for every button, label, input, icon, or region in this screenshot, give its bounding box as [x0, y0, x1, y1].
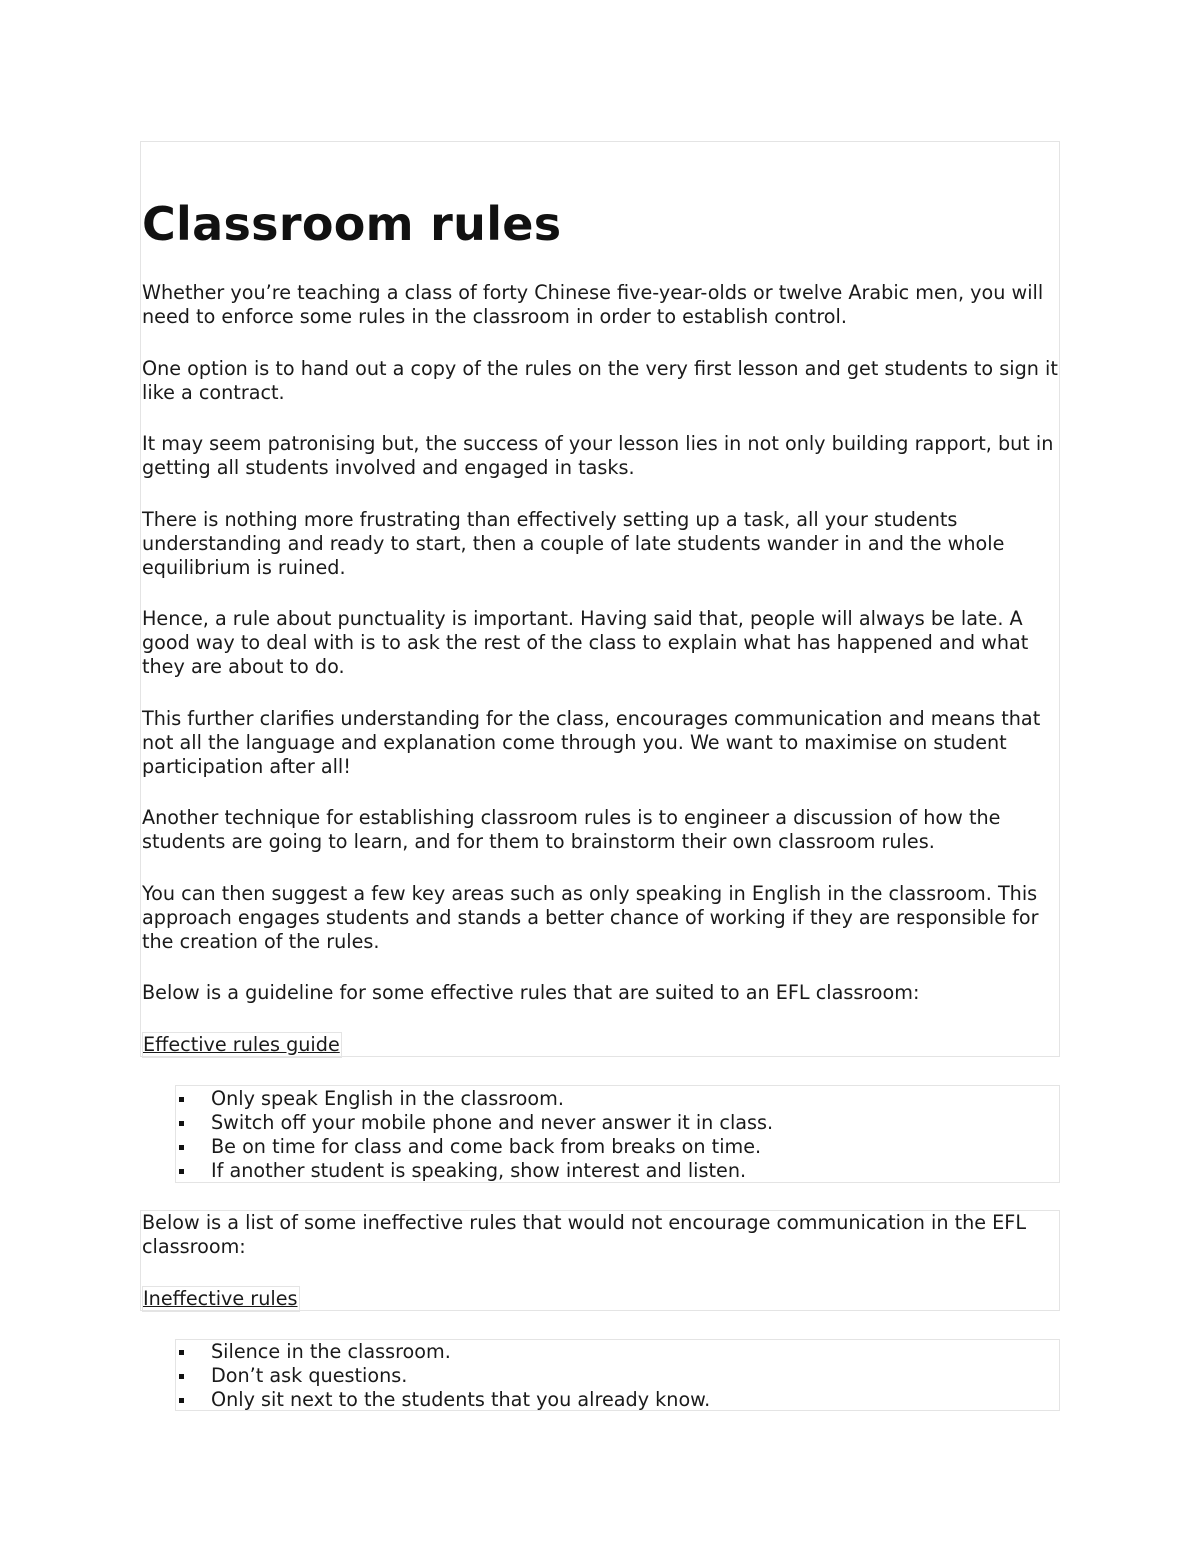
- ineffective-rules-heading[interactable]: Ineffective rules: [143, 1287, 298, 1310]
- effective-rules-heading[interactable]: Effective rules guide: [143, 1033, 340, 1056]
- paragraph: It may seem patronising but, the success of your lesson lies in not only building rapport, but in getting all students involved and engaged in tasks.: [142, 432, 1054, 479]
- main-text-block: [140, 141, 1060, 1057]
- list-item: [176, 1159, 773, 1183]
- paragraph: This further clarifies understanding for the class, encourages communication and means that not all the language and explanation come through you. We want to maximise on student participation after all!: [142, 707, 1041, 778]
- bullet-icon: [179, 1145, 184, 1150]
- bullet-icon: [179, 1398, 184, 1403]
- list-item-text: Be on time for class and come back from breaks on time.: [211, 1135, 762, 1158]
- paragraph: Whether you’re teaching a class of forty Chinese five-year-olds or twelve Arabic men, you will need to enforce some rules in the classroom in order to establish control.: [142, 281, 1044, 328]
- paragraph: You can then suggest a few key areas such as only speaking in English in the classroom. This approach engages students and stands a better chance of working if they are responsible for the creation of the rules.: [142, 882, 1039, 953]
- bullet-icon: [179, 1121, 184, 1126]
- paragraph: Below is a guideline for some effective rules that are suited to an EFL classroom:: [142, 981, 920, 1004]
- paragraph: One option is to hand out a copy of the rules on the very first lesson and get students to sign it like a contract.: [142, 357, 1058, 404]
- list-item-text: Silence in the classroom.: [211, 1340, 451, 1363]
- list-item: [176, 1087, 773, 1111]
- list-item-text: Only speak English in the classroom.: [211, 1087, 564, 1110]
- effective-rules-list-block: [175, 1085, 1060, 1183]
- list-item-text: If another student is speaking, show interest and listen.: [211, 1159, 747, 1182]
- paragraph: Another technique for establishing classroom rules is to engineer a discussion of how the students are going to learn, and for them to brainstorm their own classroom rules.: [142, 806, 1001, 853]
- paragraph: Below is a list of some ineffective rules that would not encourage communication in the EFL classroom:: [142, 1211, 1027, 1258]
- list-item: [176, 1340, 710, 1364]
- list-item: [176, 1388, 710, 1412]
- list-item: [176, 1135, 773, 1159]
- paragraph: Hence, a rule about punctuality is important. Having said that, people will always be late. A good way to deal with is to ask the rest of the class to explain what has happened and what they are about to do.: [142, 607, 1029, 678]
- list-item: [176, 1111, 773, 1135]
- ineffective-rules-list: [176, 1340, 710, 1412]
- bullet-icon: [179, 1374, 184, 1379]
- bullet-icon: [179, 1169, 184, 1174]
- list-item-text: Only sit next to the students that you already know.: [211, 1388, 711, 1411]
- bullet-icon: [179, 1097, 184, 1102]
- list-item: [176, 1364, 710, 1388]
- ineffective-rules-block: [140, 1210, 1060, 1311]
- ineffective-rules-list-block: [175, 1339, 1060, 1411]
- list-item-text: Don’t ask questions.: [211, 1364, 408, 1387]
- page-title: Classroom rules: [142, 197, 562, 251]
- list-item-text: Switch off your mobile phone and never answer it in class.: [211, 1111, 774, 1134]
- paragraph: There is nothing more frustrating than effectively setting up a task, all your students understanding and ready to start, then a couple of late students wander in and the whole equilibrium is ruined.: [142, 508, 1005, 579]
- bullet-icon: [179, 1350, 184, 1355]
- effective-rules-list: [176, 1087, 773, 1183]
